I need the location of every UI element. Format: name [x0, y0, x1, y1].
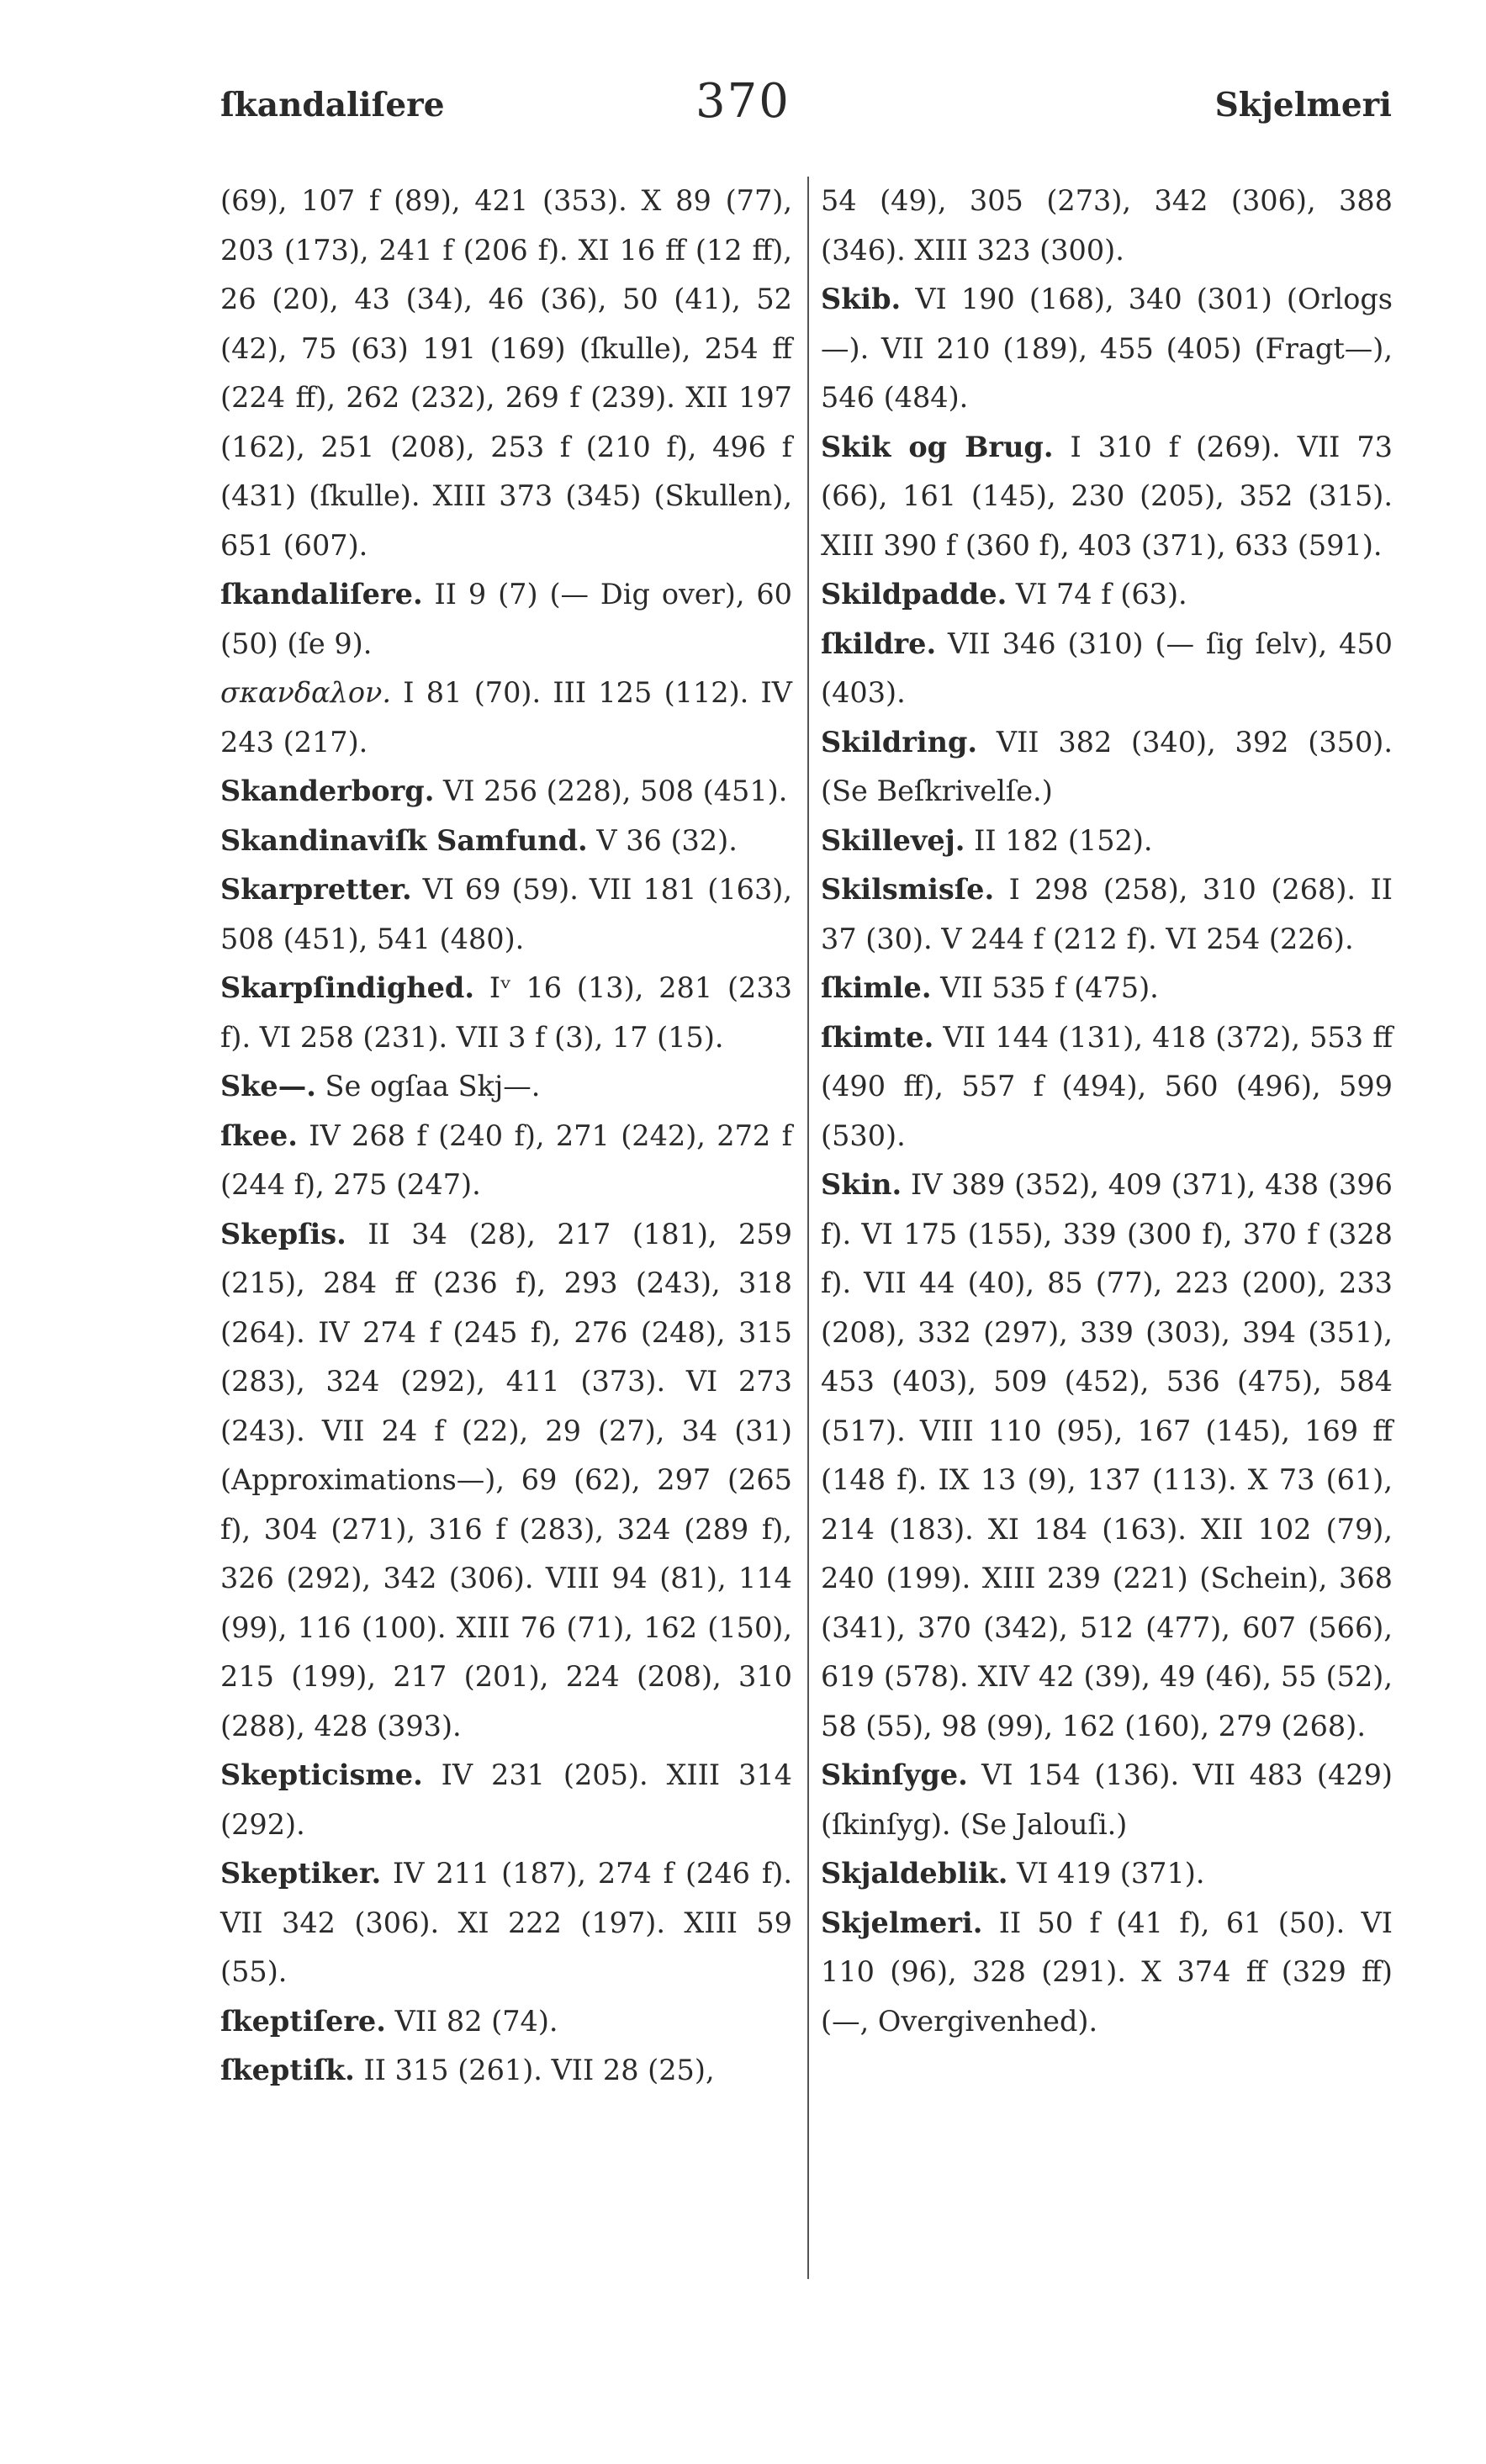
- entry-headword: Skinſyge.: [821, 1758, 968, 1791]
- entry-references: II 50 f (41 f), 61 (50). VI 110 (96), 328 (291). X 374 ff (329 ff) (—, Overgivenhed).: [821, 1906, 1393, 2038]
- right-column: [821, 177, 1393, 2046]
- running-head-left: ſkandaliſere: [220, 86, 445, 124]
- index-entry: [821, 865, 1393, 964]
- index-entry: [220, 1751, 792, 1849]
- index-entry: [821, 620, 1393, 718]
- index-entry: [220, 1210, 792, 1752]
- entry-headword: Skik og Brug.: [821, 430, 1054, 463]
- entry-references: VI 154 (136). VII 483 (429) (ſkinſyg). (Se Jalouſi.): [821, 1758, 1393, 1841]
- entry-headword: Skandinaviſk Samfund.: [220, 823, 588, 857]
- entry-headword: Skildring.: [821, 725, 978, 759]
- column-divider: [807, 177, 809, 2279]
- entry-references: VI 74 f (63).: [1007, 578, 1187, 611]
- page-header: [0, 74, 1486, 141]
- entry-headword: ſkildre.: [821, 627, 937, 660]
- entry-references: I 81 (70). III 125 (112). IV 243 (217).: [220, 676, 792, 759]
- index-entry: [821, 570, 1393, 620]
- left-column: [220, 177, 792, 2096]
- index-entry: [220, 1112, 792, 1210]
- running-head-right: Skjelmeri: [1214, 86, 1392, 124]
- entry-references: VII 382 (340), 392 (350). (Se Beſkrivelſe.): [821, 725, 1393, 807]
- entry-headword: Skarpſindighed.: [220, 971, 475, 1004]
- entry-references: I 310 f (269). VII 73 (66), 161 (145), 230 (205), 352 (315). XIII 390 f (360 f), 403 (371), 633 (591).: [821, 430, 1393, 562]
- entry-references: VII 346 (310) (— ſig ſelv), 450 (403).: [821, 627, 1393, 709]
- entry-headword: Skeptiker.: [220, 1857, 382, 1890]
- entry-references: VII 82 (74).: [385, 2004, 558, 2038]
- index-entry: [821, 718, 1393, 817]
- entry-references: IV 268 f (240 f), 271 (242), 272 f (244 f), 275 (247).: [220, 1118, 792, 1201]
- index-entry: [220, 177, 792, 570]
- index-entry: [821, 1161, 1393, 1751]
- entry-headword: ſkee.: [220, 1118, 298, 1152]
- page-number: 370: [695, 74, 791, 129]
- entry-headword: Skilsmisſe.: [821, 873, 995, 906]
- index-entry: [821, 1849, 1393, 1899]
- entry-headword: Skjaldeblik.: [821, 1857, 1008, 1890]
- index-entry: [220, 2046, 792, 2096]
- index-entry: [220, 1997, 792, 2047]
- entry-references: Iᵛ 16 (13), 281 (233 f). VI 258 (231). VII 3 f (3), 17 (15).: [220, 971, 792, 1054]
- index-entry: [220, 865, 792, 964]
- entry-references: IV 389 (352), 409 (371), 438 (396 f). VI 175 (155), 339 (300 f), 370 f (328 f). VII 44 (40), 85 (77), 223 (200), 233 (208), 332 (297), 339 (303), 394 (351), 453 (403), 509 (452), 536 (475), 584 (517). VIII 110 (95), 167 (145), 169 ff (148 f). IX 13 (9), 137 (113). X 73 (61), 214 (183). XI 184 (163). XII 102 (79), 240 (199). XIII 239 (221) (Schein), 368 (341), 370 (342), 512 (477), 607 (566), 619 (578). XIV 42 (39), 49 (46), 55 (52), 58 (55), 98 (99), 162 (160), 279 (268).: [821, 1168, 1393, 1742]
- entry-headword: Skin.: [821, 1168, 902, 1201]
- entry-headword: Skillevej.: [821, 823, 965, 857]
- index-entry: [821, 817, 1393, 866]
- entry-headword: σκανδαλον.: [220, 676, 392, 709]
- entry-references: VI 419 (371).: [1007, 1857, 1205, 1890]
- entry-references: VII 535 f (475).: [931, 971, 1159, 1004]
- entry-references: VII 144 (131), 418 (372), 553 ff (490 ff), 557 f (494), 560 (496), 599 (530).: [821, 1020, 1393, 1152]
- entry-headword: Skildpadde.: [821, 578, 1007, 611]
- entry-headword: ſkandaliſere.: [220, 578, 423, 611]
- entry-headword: Skib.: [821, 283, 902, 315]
- index-entry: [220, 1849, 792, 1997]
- index-entry: [220, 1062, 792, 1112]
- index-entry: [220, 817, 792, 866]
- index-entry: [821, 275, 1393, 423]
- entry-references: 54 (49), 305 (273), 342 (306), 388 (346). XIII 323 (300).: [821, 184, 1393, 267]
- entry-references: Se ogſaa Skj—.: [315, 1070, 541, 1102]
- entry-references: II 34 (28), 217 (181), 259 (215), 284 ff (236 f), 293 (243), 318 (264). IV 274 f (245 f), 276 (248), 315 (283), 324 (292), 411 (373). VI 273 (243). VII 24 f (22), 29 (27), 34 (31) (Approximations—), 69 (62), 297 (265 f), 304 (271), 316 f (283), 324 (289 f), 326 (292), 342 (306). VIII 94 (81), 114 (99), 116 (100). XIII 76 (71), 162 (150), 215 (199), 217 (201), 224 (208), 310 (288), 428 (393).: [220, 1217, 792, 1742]
- entry-references: (69), 107 f (89), 421 (353). X 89 (77), 203 (173), 241 f (206 f). XI 16 ff (12 ff), 26 (20), 43 (34), 46 (36), 50 (41), 52 (42), 75 (63) 191 (169) (ſkulle), 254 ff (224 ff), 262 (232), 269 f (239). XII 197 (162), 251 (208), 253 f (210 f), 496 f (431) (ſkulle). XIII 373 (345) (Skullen), 651 (607).: [220, 184, 792, 562]
- index-entry: [821, 1751, 1393, 1849]
- entry-headword: ſkeptiſere.: [220, 2004, 386, 2038]
- entry-references: VI 69 (59). VII 181 (163), 508 (451), 541 (480).: [220, 873, 792, 955]
- index-entry: [220, 767, 792, 817]
- entry-headword: ſkeptiſk.: [220, 2054, 355, 2086]
- entry-headword: Ske—.: [220, 1070, 316, 1102]
- index-entry: [821, 964, 1393, 1013]
- entry-headword: Skarpretter.: [220, 873, 412, 906]
- index-entry: [220, 570, 792, 669]
- entry-headword: Skepſis.: [220, 1217, 346, 1251]
- index-entry: [821, 177, 1393, 275]
- entry-headword: ſkimle.: [821, 971, 932, 1004]
- entry-references: I 298 (258), 310 (268). II 37 (30). V 244 f (212 f). VI 254 (226).: [821, 873, 1393, 955]
- entry-references: V 36 (32).: [587, 823, 738, 857]
- entry-headword: Skjelmeri.: [821, 1906, 983, 1939]
- entry-references: VI 256 (228), 508 (451).: [434, 775, 788, 807]
- entry-references: II 9 (7) (— Dig over), 60 (50) (ſe 9).: [220, 578, 792, 660]
- entry-references: IV 211 (187), 274 f (246 f). VII 342 (306). XI 222 (197). XIII 59 (55).: [220, 1857, 792, 1988]
- entry-headword: Skepticisme.: [220, 1758, 423, 1791]
- index-entry: [821, 1013, 1393, 1161]
- entry-references: VI 190 (168), 340 (301) (Orlogs—). VII 210 (189), 455 (405) (Fragt—), 546 (484).: [821, 283, 1393, 414]
- entry-references: II 182 (152).: [965, 823, 1153, 857]
- entry-headword: Skanderborg.: [220, 775, 435, 807]
- index-entry: [220, 669, 792, 767]
- index-entry: [821, 1899, 1393, 2047]
- entry-references: II 315 (261). VII 28 (25),: [354, 2054, 715, 2086]
- index-entry: [821, 423, 1393, 571]
- index-entry: [220, 964, 792, 1062]
- entry-headword: ſkimte.: [821, 1020, 934, 1054]
- entry-references: IV 231 (205). XIII 314 (292).: [220, 1758, 792, 1841]
